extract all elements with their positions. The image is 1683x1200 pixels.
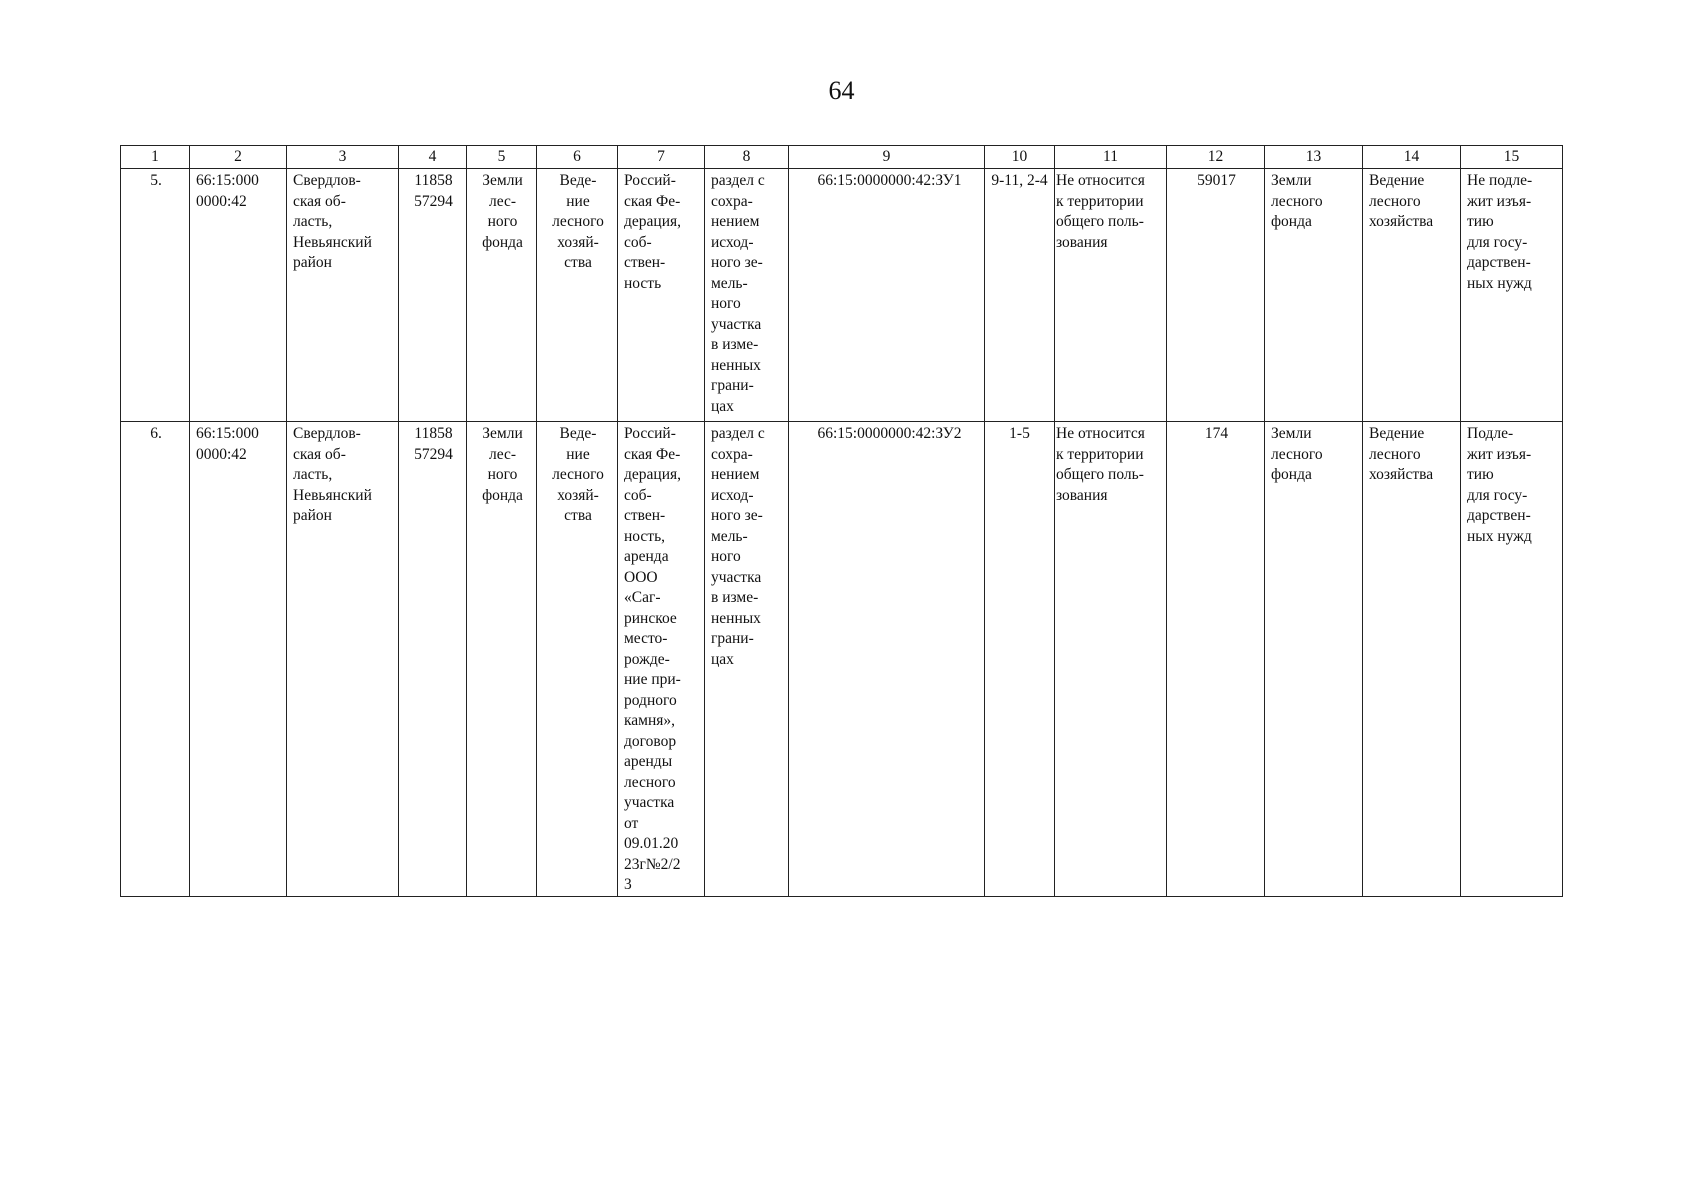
column-header: 14 bbox=[1363, 146, 1461, 169]
column-header: 12 bbox=[1167, 146, 1265, 169]
column-header: 10 bbox=[985, 146, 1055, 169]
location-cell: Свердлов- ская об- ласть, Невьянский район bbox=[287, 169, 399, 422]
column-header: 9 bbox=[789, 146, 985, 169]
column-header: 1 bbox=[121, 146, 190, 169]
land-plots-table bbox=[120, 145, 1563, 897]
row-number: 6. bbox=[121, 422, 190, 897]
area-cell: 11858 57294 bbox=[399, 169, 467, 422]
seizure-status-cell: Не подле- жит изъя- тию для госу- дарствен- ных нужд bbox=[1461, 169, 1563, 422]
column-header: 8 bbox=[705, 146, 789, 169]
cadastral-number-cell: 66:15:000 0000:42 bbox=[190, 169, 287, 422]
rights-cell: Россий- ская Фе- дерация, соб- ствен- ность bbox=[618, 169, 705, 422]
row-number: 5. bbox=[121, 169, 190, 422]
permitted-use-cell: Веде- ние лесного хозяй- ства bbox=[537, 169, 618, 422]
column-header: 15 bbox=[1461, 146, 1563, 169]
table-row bbox=[121, 422, 1563, 897]
territory-cell: Не относится к территории общего поль- зования bbox=[1055, 422, 1167, 897]
territory-cell: Не относится к территории общего поль- зования bbox=[1055, 169, 1167, 422]
column-header: 3 bbox=[287, 146, 399, 169]
table-row bbox=[121, 169, 1563, 422]
column-header: 4 bbox=[399, 146, 467, 169]
new-land-category-cell: Земли лесного фонда bbox=[1265, 422, 1363, 897]
formation-method-cell: раздел с сохра- нением исход- ного зе- мель- ного участка в изме- ненных грани- цах bbox=[705, 422, 789, 897]
new-cadastral-number-cell: 66:15:0000000:42:ЗУ2 bbox=[789, 422, 985, 897]
land-category-cell: Земли лес- ного фонда bbox=[467, 422, 537, 897]
page-number: 64 bbox=[828, 76, 855, 105]
column-header: 6 bbox=[537, 146, 618, 169]
cadastral-number-cell: 66:15:000 0000:42 bbox=[190, 422, 287, 897]
new-permitted-use-cell: Ведение лесного хозяйства bbox=[1363, 422, 1461, 897]
boundary-points-cell: 1-5 bbox=[985, 422, 1055, 897]
new-cadastral-number-cell: 66:15:0000000:42:ЗУ1 bbox=[789, 169, 985, 422]
boundary-points-cell: 9-11, 2-4 bbox=[985, 169, 1055, 422]
seizure-status-cell: Подле- жит изъя- тию для госу- дарствен- ных нужд bbox=[1461, 422, 1563, 897]
rights-cell: Россий- ская Фе- дерация, соб- ствен- ность, аренда ООО «Саг- ринское место- рожде- ние при- родного камня», договор аренды лесного участка от 09.01.20 23г№2/2 3 bbox=[618, 422, 705, 897]
new-area-cell: 59017 bbox=[1167, 169, 1265, 422]
column-header: 13 bbox=[1265, 146, 1363, 169]
permitted-use-cell: Веде- ние лесного хозяй- ства bbox=[537, 422, 618, 897]
location-cell: Свердлов- ская об- ласть, Невьянский район bbox=[287, 422, 399, 897]
column-header: 2 bbox=[190, 146, 287, 169]
column-header: 7 bbox=[618, 146, 705, 169]
land-category-cell: Земли лес- ного фонда bbox=[467, 169, 537, 422]
area-cell: 11858 57294 bbox=[399, 422, 467, 897]
new-land-category-cell: Земли лесного фонда bbox=[1265, 169, 1363, 422]
column-header: 11 bbox=[1055, 146, 1167, 169]
new-permitted-use-cell: Ведение лесного хозяйства bbox=[1363, 169, 1461, 422]
column-header: 5 bbox=[467, 146, 537, 169]
new-area-cell: 174 bbox=[1167, 422, 1265, 897]
formation-method-cell: раздел с сохра- нением исход- ного зе- мель- ного участка в изме- ненных грани- цах bbox=[705, 169, 789, 422]
table-header-row bbox=[121, 146, 1563, 169]
